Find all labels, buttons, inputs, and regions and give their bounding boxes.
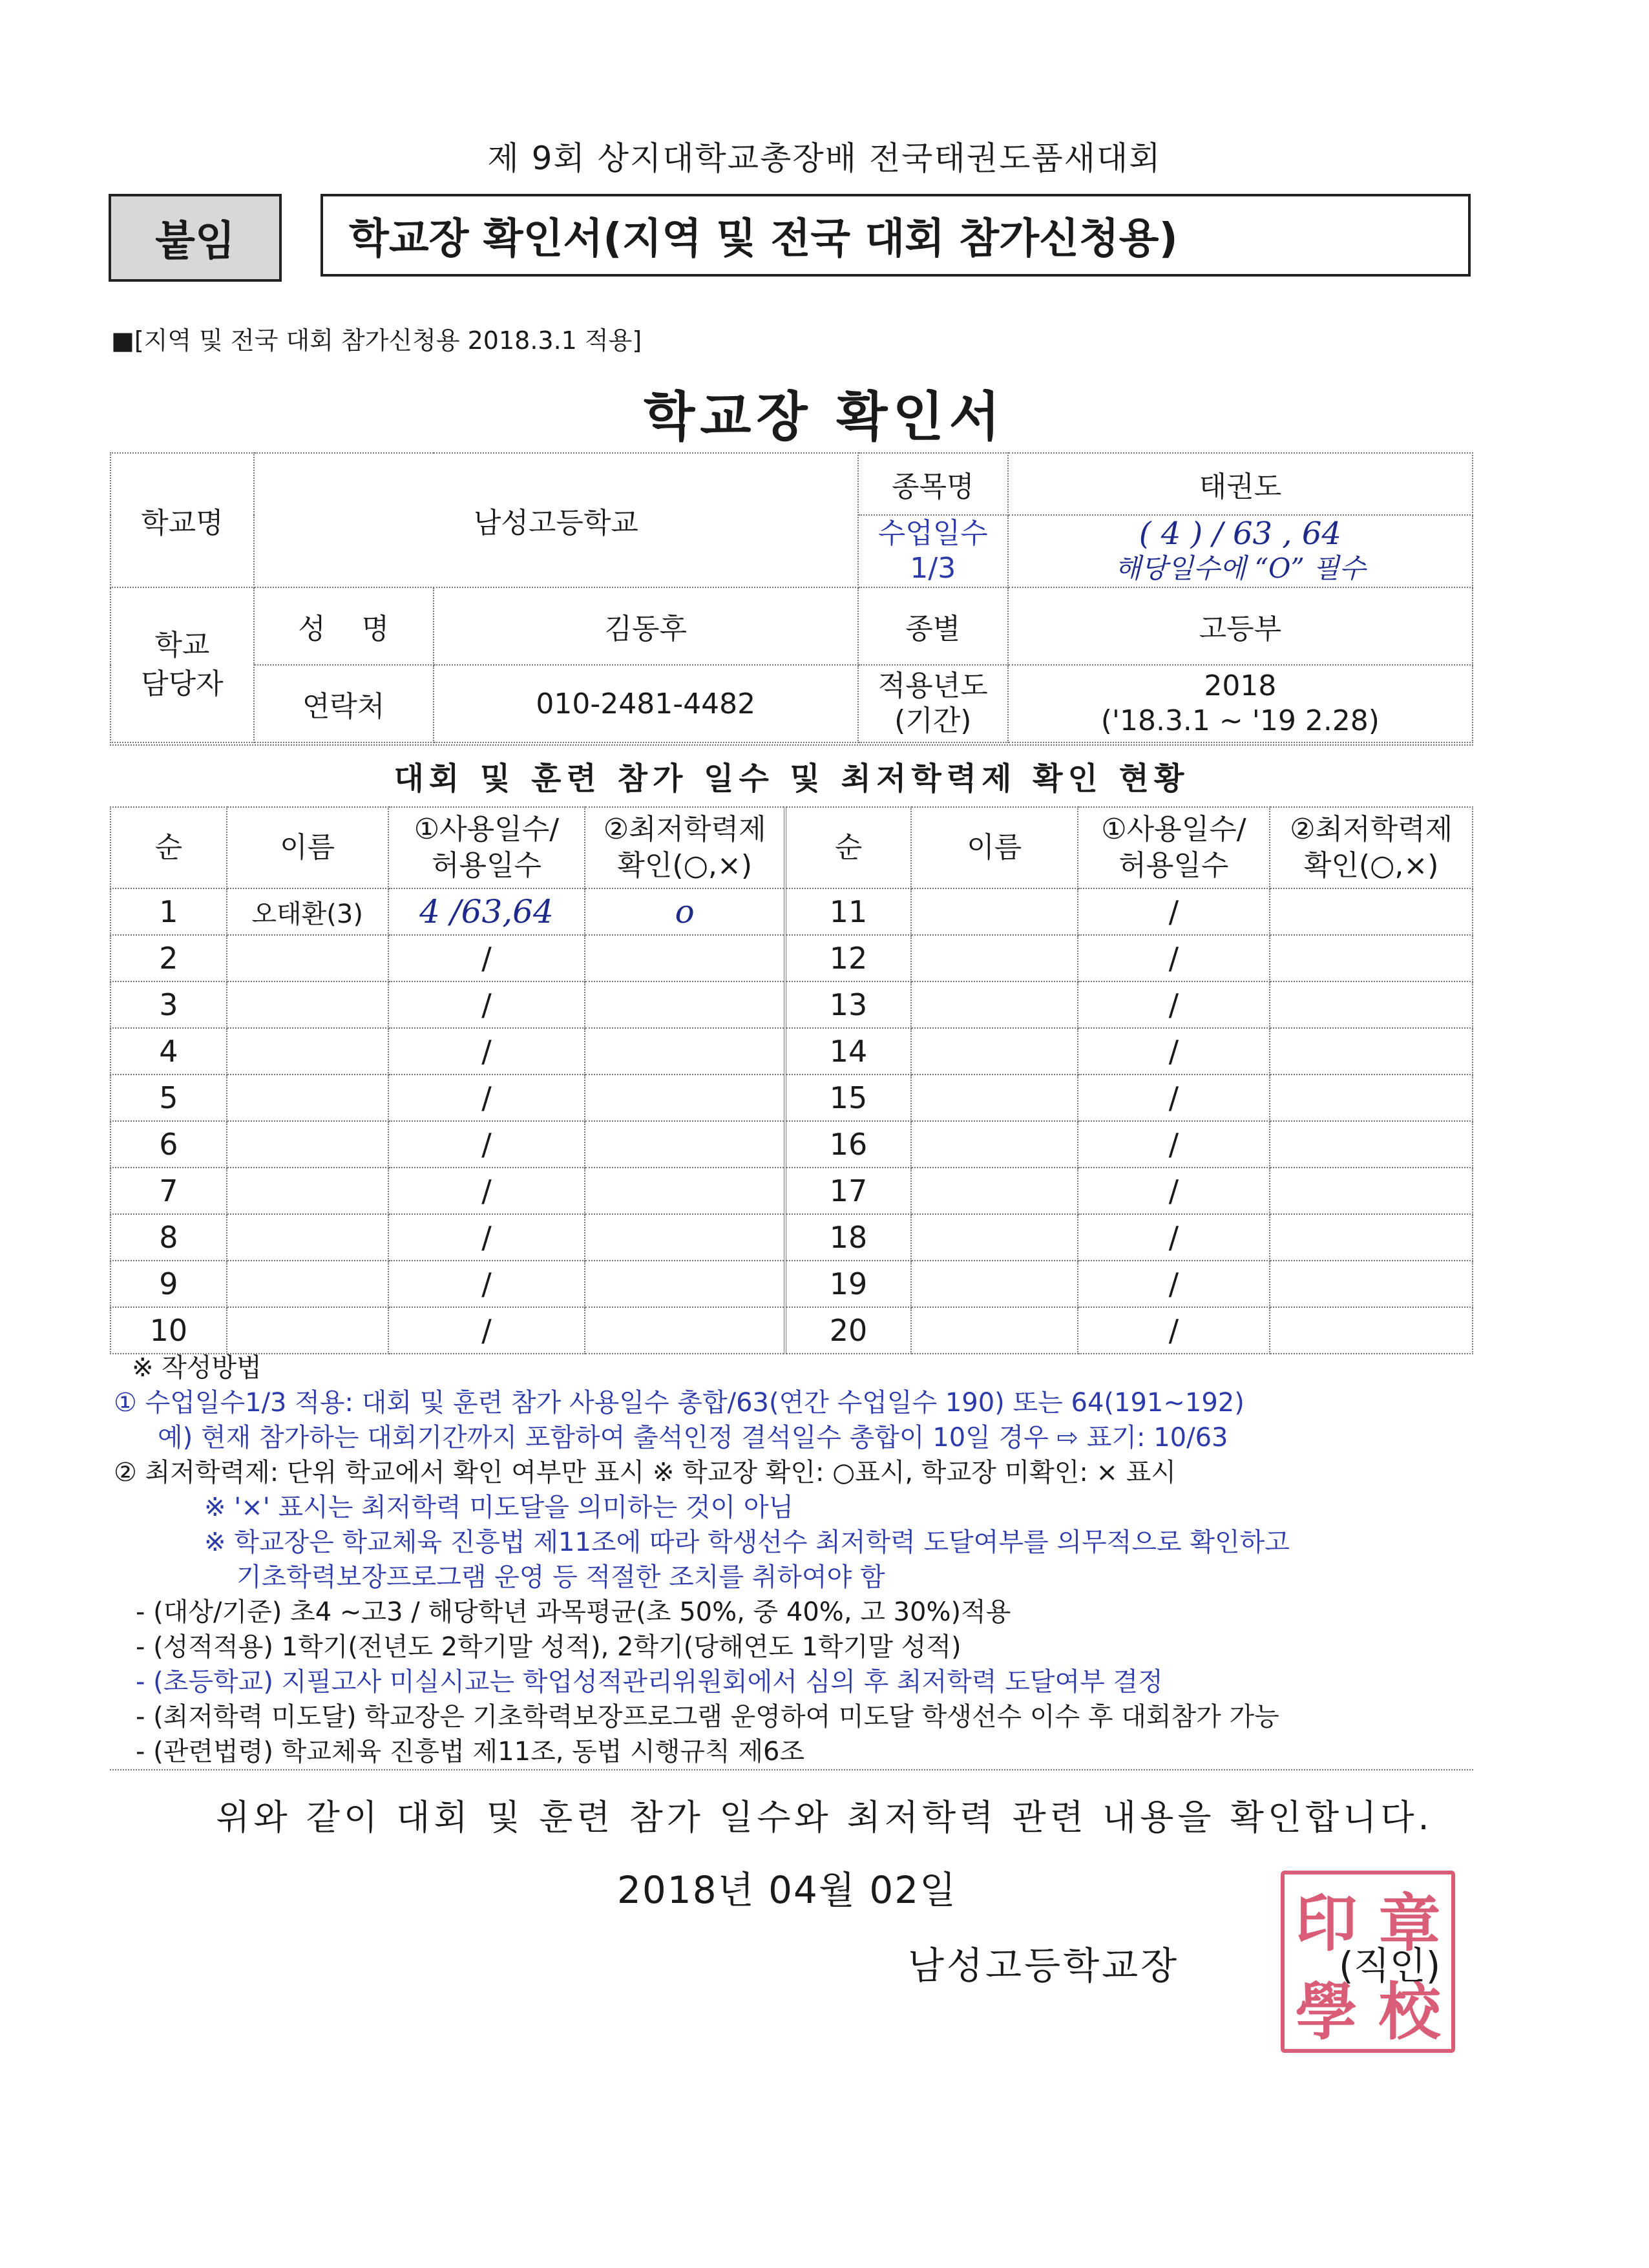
row-name bbox=[227, 1307, 388, 1354]
row-check bbox=[585, 1307, 785, 1354]
row-name-right bbox=[911, 1075, 1078, 1121]
school-info-table bbox=[110, 452, 1473, 743]
contact-value: 010-2481-4482 bbox=[434, 665, 858, 742]
row-no-right: 11 bbox=[785, 888, 911, 935]
period-value: ('18.3.1 ~ '19 2.28) bbox=[1100, 704, 1380, 737]
row-check bbox=[585, 1261, 785, 1307]
category-value: 고등부 bbox=[1008, 587, 1473, 665]
header-check-right: ②최저학력제 bbox=[1290, 813, 1453, 846]
method-line-11: - (관련법령) 학교체육 진흥법 제11조, 동법 시행규칙 제6조 bbox=[136, 1737, 805, 1767]
rule-note: ■[지역 및 전국 대회 참가신청용 2018.3.1 적용] bbox=[111, 326, 642, 355]
class-days-value: ( 4 ) / 63 , 64 bbox=[1139, 516, 1341, 552]
row-check bbox=[585, 1121, 785, 1168]
method-line-2: 예) 현재 참가하는 대회기간까지 포함하여 출석인정 결석일수 총합이 10일 경우 ⇨ 표기: 10/63 bbox=[158, 1423, 1228, 1453]
row-days: 4 /63,64 bbox=[388, 888, 585, 935]
confirm-statement: 위와 같이 대회 및 훈련 참가 일수와 최저학력 관련 내용을 확인합니다. bbox=[216, 1797, 1433, 1838]
row-check bbox=[585, 1075, 785, 1121]
writing-instructions bbox=[114, 1350, 1477, 1769]
row-days: / bbox=[388, 1261, 585, 1307]
row-name-right bbox=[911, 888, 1078, 935]
row-days-right: / bbox=[1078, 1214, 1270, 1261]
method-line-10: - (최저학력 미도달) 학교장은 기초학력보장프로그램 운영하여 미도달 학생선수 이수 후 대회참가 가능 bbox=[136, 1702, 1279, 1732]
table-row bbox=[110, 1121, 1473, 1168]
row-name-right bbox=[911, 1121, 1078, 1168]
row-name bbox=[227, 1075, 388, 1121]
row-check bbox=[585, 982, 785, 1028]
contact-label: 연락처 bbox=[254, 665, 434, 742]
participation-table bbox=[110, 806, 1473, 1354]
row-check bbox=[585, 1168, 785, 1214]
row-no: 8 bbox=[110, 1214, 227, 1261]
row-name-right bbox=[911, 935, 1078, 982]
row-days: / bbox=[388, 1214, 585, 1261]
row-no: 4 bbox=[110, 1028, 227, 1075]
row-days: / bbox=[388, 982, 585, 1028]
row-days: / bbox=[388, 1168, 585, 1214]
row-check-right bbox=[1270, 935, 1473, 982]
row-no: 9 bbox=[110, 1261, 227, 1307]
row-check: o bbox=[585, 888, 785, 935]
row-name bbox=[227, 1214, 388, 1261]
method-line-6: 기초학력보장프로그램 운영 등 적절한 조치를 취하여야 함 bbox=[236, 1562, 885, 1592]
divider bbox=[110, 1769, 1473, 1770]
method-title: ※ 작성방법 bbox=[132, 1353, 262, 1383]
event-value: 태권도 bbox=[1008, 453, 1473, 515]
attachment-label: 붙임 bbox=[109, 194, 282, 282]
row-no-right: 12 bbox=[785, 935, 911, 982]
method-line-4: ※ '×' 표시는 최저학력 미도달을 의미하는 것이 아님 bbox=[204, 1493, 794, 1522]
table-row bbox=[110, 935, 1473, 982]
row-no-right: 15 bbox=[785, 1075, 911, 1121]
row-check-right bbox=[1270, 1121, 1473, 1168]
row-days: / bbox=[388, 1307, 585, 1354]
header-name-right: 이름 bbox=[911, 807, 1078, 888]
row-days: / bbox=[388, 935, 585, 982]
row-days-right: / bbox=[1078, 982, 1270, 1028]
event-label: 종목명 bbox=[858, 453, 1008, 515]
staff-label-2: 담당자 bbox=[141, 667, 224, 700]
event-title: 제 9회 상지대학교총장배 전국태권도품새대회 bbox=[487, 140, 1162, 177]
row-name bbox=[227, 1168, 388, 1214]
class-days-note: 해당일수에 “O” 필수 bbox=[1115, 552, 1366, 584]
table-row bbox=[110, 1028, 1473, 1075]
staff-label: 학교 bbox=[154, 629, 210, 662]
row-days: / bbox=[388, 1028, 585, 1075]
row-no: 1 bbox=[110, 888, 227, 935]
issue-date: 2018년 04월 02일 bbox=[617, 1868, 958, 1912]
staff-name: 김동후 bbox=[434, 587, 858, 665]
row-check-right bbox=[1270, 1168, 1473, 1214]
row-no-right: 16 bbox=[785, 1121, 911, 1168]
row-check bbox=[585, 1214, 785, 1261]
method-line-8: - (성적적용) 1학기(전년도 2학기말 성적), 2학기(당해연도 1학기말 성적) bbox=[136, 1632, 961, 1662]
row-check-right bbox=[1270, 1214, 1473, 1261]
row-no-right: 13 bbox=[785, 982, 911, 1028]
method-line-1: ① 수업일수1/3 적용: 대회 및 훈련 참가 사용일수 총합/63(연간 수업일수 190) 또는 64(191~192) bbox=[114, 1388, 1245, 1418]
row-name bbox=[227, 1028, 388, 1075]
header-days-2: 허용일수 bbox=[431, 849, 541, 882]
table-header-row bbox=[110, 807, 1473, 888]
principal-title: 남성고등학교장 bbox=[908, 1944, 1180, 1988]
table-row bbox=[110, 888, 1473, 935]
row-name bbox=[227, 935, 388, 982]
table-row bbox=[110, 1307, 1473, 1354]
header-no-right: 순 bbox=[785, 807, 911, 888]
name-label: 성 명 bbox=[254, 587, 434, 665]
header-check-2: 확인(○,×) bbox=[617, 849, 752, 882]
year-period-label: (기간) bbox=[894, 704, 972, 737]
header-check: ②최저학력제 bbox=[603, 813, 766, 846]
header-title: 학교장 확인서(지역 및 전국 대회 참가신청용) bbox=[320, 194, 1471, 277]
row-days-right: / bbox=[1078, 935, 1270, 982]
category-label: 종별 bbox=[858, 587, 1008, 665]
row-name: 오태환(3) bbox=[227, 888, 388, 935]
row-check-right bbox=[1270, 982, 1473, 1028]
row-name-right bbox=[911, 1028, 1078, 1075]
row-days-right: / bbox=[1078, 888, 1270, 935]
row-days-right: / bbox=[1078, 1028, 1270, 1075]
school-name-label: 학교명 bbox=[110, 453, 254, 587]
official-seal-icon: 印 章 學 校 bbox=[1281, 1871, 1455, 2053]
table-row bbox=[110, 1261, 1473, 1307]
table-row bbox=[110, 1214, 1473, 1261]
row-check-right bbox=[1270, 1075, 1473, 1121]
row-name bbox=[227, 982, 388, 1028]
row-days-right: / bbox=[1078, 1075, 1270, 1121]
row-no: 3 bbox=[110, 982, 227, 1028]
header-days-right-2: 허용일수 bbox=[1119, 849, 1229, 882]
seal-label: (직인) bbox=[1339, 1944, 1441, 1988]
document-title: 학교장 확인서 bbox=[644, 386, 1005, 448]
table-row bbox=[110, 1168, 1473, 1214]
row-name bbox=[227, 1261, 388, 1307]
row-check bbox=[585, 1028, 785, 1075]
row-no: 2 bbox=[110, 935, 227, 982]
row-name-right bbox=[911, 1261, 1078, 1307]
header-check-right-2: 확인(○,×) bbox=[1303, 849, 1439, 882]
row-name-right bbox=[911, 982, 1078, 1028]
row-days: / bbox=[388, 1075, 585, 1121]
method-line-7: - (대상/기준) 초4 ~고3 / 해당학년 과목평균(초 50%, 중 40%, 고 30%)적용 bbox=[136, 1597, 1011, 1627]
header-name: 이름 bbox=[227, 807, 388, 888]
method-line-3: ② 최저학력제: 단위 학교에서 확인 여부만 표시 ※ 학교장 확인: ○표시, 학교장 미확인: × 표시 bbox=[114, 1458, 1177, 1487]
row-no-right: 19 bbox=[785, 1261, 911, 1307]
class-days-fraction: 1/3 bbox=[910, 552, 956, 585]
table-row bbox=[110, 1075, 1473, 1121]
row-no: 5 bbox=[110, 1075, 227, 1121]
row-days: / bbox=[388, 1121, 585, 1168]
row-no: 6 bbox=[110, 1121, 227, 1168]
header-days-right: ①사용일수/ bbox=[1101, 813, 1246, 846]
row-check-right bbox=[1270, 1028, 1473, 1075]
method-line-9: - (초등학교) 지필고사 미실시교는 학업성적관리위원회에서 심의 후 최저학력 도달여부 결정 bbox=[136, 1667, 1163, 1697]
header-days: ①사용일수/ bbox=[414, 813, 560, 846]
row-days-right: / bbox=[1078, 1168, 1270, 1214]
year-value: 2018 bbox=[1204, 669, 1277, 702]
row-no: 10 bbox=[110, 1307, 227, 1354]
row-name-right bbox=[911, 1307, 1078, 1354]
row-no-right: 18 bbox=[785, 1214, 911, 1261]
row-days-right: / bbox=[1078, 1307, 1270, 1354]
row-name bbox=[227, 1121, 388, 1168]
method-line-5: ※ 학교장은 학교체육 진흥법 제11조에 따라 학생선수 최저학력 도달여부를 의무적으로 확인하고 bbox=[204, 1528, 1290, 1557]
row-no-right: 17 bbox=[785, 1168, 911, 1214]
class-days-label: 수업일수 bbox=[877, 517, 988, 550]
row-no: 7 bbox=[110, 1168, 227, 1214]
section-title: 대회 및 훈련 참가 일수 및 최저학력제 확인 현황 bbox=[110, 744, 1473, 805]
school-name: 남성고등학교 bbox=[254, 453, 858, 587]
row-name-right bbox=[911, 1168, 1078, 1214]
row-check bbox=[585, 935, 785, 982]
year-label: 적용년도 bbox=[877, 669, 988, 702]
row-no-right: 14 bbox=[785, 1028, 911, 1075]
row-no-right: 20 bbox=[785, 1307, 911, 1354]
row-check-right bbox=[1270, 1261, 1473, 1307]
row-check-right bbox=[1270, 1307, 1473, 1354]
header-no: 순 bbox=[110, 807, 227, 888]
table-row bbox=[110, 982, 1473, 1028]
row-days-right: / bbox=[1078, 1121, 1270, 1168]
row-name-right bbox=[911, 1214, 1078, 1261]
row-days-right: / bbox=[1078, 1261, 1270, 1307]
row-check-right bbox=[1270, 888, 1473, 935]
